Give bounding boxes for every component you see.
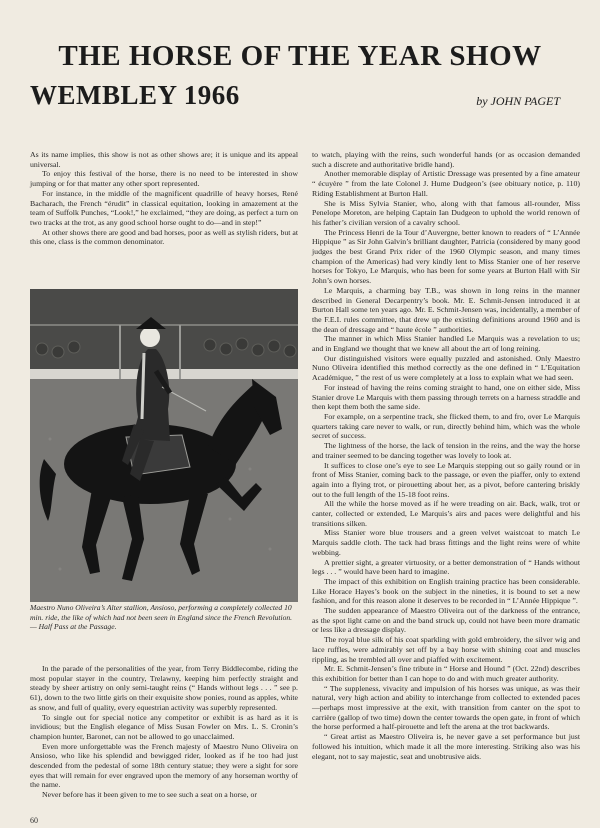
paragraph: In the parade of the personalities of the year, from Terry Biddlecombe, riding the most popular stayer in the country, Trelawny, keeping him perfectly straight and steady by sheer artistry on only semi-taught reins (“ Hands without legs . . . ” see p. 61), down to the two little girls on their exquisite show ponies, round as apples, white as snow, and full of quality, every equestrian activity was superbly represented.	[30, 664, 298, 712]
paragraph: Another memorable display of Artistic Dressage was presented by a fine amateur “ écuyère ” from the late Colonel J. Hume Dudgeon’s (see obituary notice, p. 110) Riding Establishment at Burton Hall.	[312, 169, 580, 198]
paragraph: As its name implies, this show is not as other shows are; it is unique and its appeal universal.	[30, 150, 298, 169]
paragraph: A prettier sight, a greater virtuosity, or a better demonstration of “ Hands without legs . . . ” would have been hard to imagine.	[312, 557, 580, 577]
paragraph: “ The suppleness, vivacity and impulsion of his horses was unique, as was their natural, very high action and ability to interchange from collected to extended paces—perhaps most impressive at the exit, with transition from canter on the spot to carrière (gallop of two time) down the center towards the open gate, in front of which the horse performed a half-pirouette and left the arena at the trot backwards.	[312, 683, 580, 732]
paragraph: The manner in which Miss Stanier handled Le Marquis was a revelation to us; and in England we thought that we knew all about the art of long reining.	[312, 334, 580, 354]
horse-and-rider-illustration	[30, 289, 298, 602]
article-subtitle: WEMBLEY 1966	[30, 80, 240, 110]
paragraph: To enjoy this festival of the horse, there is no need to be interested in show jumping or for that matter any other sport represented.	[30, 169, 298, 189]
paragraph: to watch, playing with the reins, such wonderful hands (or as occasion demanded such a discrete and authoritative bridle hand).	[312, 150, 580, 169]
paragraph: Mr. E. Schmit-Jensen’s fine tribute in “ Horse and Hound ” (Oct. 22nd) describes this exhibition for better than I can hope to do and with much greater authority.	[312, 664, 580, 683]
paragraph: The sudden appearance of Maestro Oliveira out of the darkness of the entrance, as the spot light came on and the band struck up, could not have been more dramatic or less like a dressage display.	[312, 606, 580, 635]
column-bottom-left	[30, 664, 298, 800]
article-byline: by JOHN PAGET	[476, 94, 560, 108]
paragraph: The lightness of the horse, the lack of tension in the reins, and the way the horse and trainer seemed to be dancing together was lovely to look at.	[312, 441, 580, 460]
paragraph: To single out for special notice any competitor or exhibit is as hard as it is invidious; but the English elegance of Miss Susan Fowler on Mrs. L. S. Cronin’s champion hunter, Baronet, can not be allowed to go unacclaimed.	[30, 712, 298, 741]
paragraph: Miss Stanier wore blue trousers and a green velvet waistcoat to match Le Marquis saddle cloth. The tack had brass fittings and the light reins were of white webbing.	[312, 528, 580, 557]
paragraph: Our distinguished visitors were equally puzzled and astonished. Only Maestro Nuno Oliveira identified this method correctly as the one defined in “ L’Equitation Académique, ” the rest of us were completely at a loss to explain what we had seen.	[312, 353, 580, 383]
paragraph: The Princess Henri de la Tour d’Auvergne, better known to readers of “ L’Année Hippique ” as Sir John Galvin’s brilliant daughter, Patricia (considered by many good judges the best Grand Prix rider of the 1960 Olympic season, and many times champion of the Americas) had very kindly lent to Miss Stanier one of her reserve horses for Tokyo, Le Marquis, who has been for some years at Burton Hall with Sir John’s own horses.	[312, 227, 580, 286]
paragraph: The royal blue silk of his coat sparkling with gold embroidery, the silver wig and lace ruffles, were admirably set off by a bay horse with shining coat and muscles rippling, as he trembled all over and piaffed with excitement.	[312, 635, 580, 664]
paragraph: She is Miss Sylvia Stanier, who, along with that famous all-rounder, Miss Penelope Moreton, are helping Captain Ian Dudgeon to uphold the world renown of his father’s civilian version of a cavalry school.	[312, 198, 580, 227]
paragraph: Le Marquis, a charming bay T.B., was shown in long reins in the manner described in General Decarpentry’s book. Mr. E. Schmit-Jensen introduced it at Burton Hall some ten years ago. Mr. E. Schmit-Jensen was, incidentally, a member of the F.E.I. rules committee, that drew up the existing definitions around 1960 and is the dean of dressage and “ haute école ” authorities.	[312, 285, 580, 334]
paragraph: All the while the horse moved as if he were treading on air. Back, walk, trot or canter, collected or extended, Le Marquis’s airs and paces were delightful and his transitions silken.	[312, 499, 580, 528]
column-top-left	[30, 150, 298, 247]
page-number: 60	[30, 816, 38, 825]
paragraph: For instance, in the middle of the magnificent quadrille of heavy horses, René Bacharach, the French “érudit” in classical equitation, looking in amazement at the team of Suffolk Punches, “Look!,” he exclaimed, “they are doing, as perfect a turn on two tracks at the trot, as any good school horse ought to do—and in step!”	[30, 188, 298, 227]
dressage-photo	[30, 289, 298, 602]
paragraph: For example, on a serpentine track, she flicked them, to and fro, over Le Marquis quarters taking care never to walk, or run, directly behind him, which was the whole secret of success.	[312, 411, 580, 441]
article-title: THE HORSE OF THE YEAR SHOW	[58, 40, 542, 72]
paragraph: “ Great artist as Maestro Oliveira is, he never gave a set performance but just followed his intuition, which made it all the more interesting. Striking also was his elegant, not to say majestic, seat and unobtrusive aids.	[312, 732, 580, 761]
paragraph: At other shows there are good and bad horses, poor as well as stylish riders, but at this one, class is the common denominator.	[30, 227, 298, 247]
photo-caption: Maestro Nuno Oliveira’s Alter stallion, Ansioso, performing a completely collected 10 min. ride, the like of which had not been seen in England since the French Revolution. — Half Pass at the Passage.	[30, 603, 293, 631]
paragraph: For instead of having the reins coming straight to hand, one on either side, Miss Stanier drove Le Marquis with them passing through terrets on a harness straddle and then kept them both the same side.	[312, 382, 580, 412]
paragraph: Never before has it been given to me to see such a seat on a horse, or	[42, 790, 257, 800]
column-right	[312, 150, 580, 761]
paragraph: It suffices to close one’s eye to see Le Marquis stepping out so gaily round or in front of Miss Stanier, coming back to the passage, or even the piaffer, only to extend again into a flying trot, or pirouetting about her, as a pivot, before cantering briskly out to the full length of the 15-18 foot reins.	[312, 460, 580, 499]
paragraph: The impact of this exhibition on English training practice has been considerable. Like Horace Hayes’s book on the subject in the nineties, it is bound to set a new fashion, and for this reason alone it deserves to be recorded in “ L’Année Hippique ”.	[312, 576, 580, 606]
paragraph: Even more unforgettable was the French majesty of Maestro Nuno Oliveira on Ansioso, who like his splendid and bewigged rider, looked as if he too had just descended from the pedestal of some 18th century statue; they were a sight for sore eyes that will remain for ever engraved upon the memory of any horseman worthy of the name.	[30, 741, 298, 790]
